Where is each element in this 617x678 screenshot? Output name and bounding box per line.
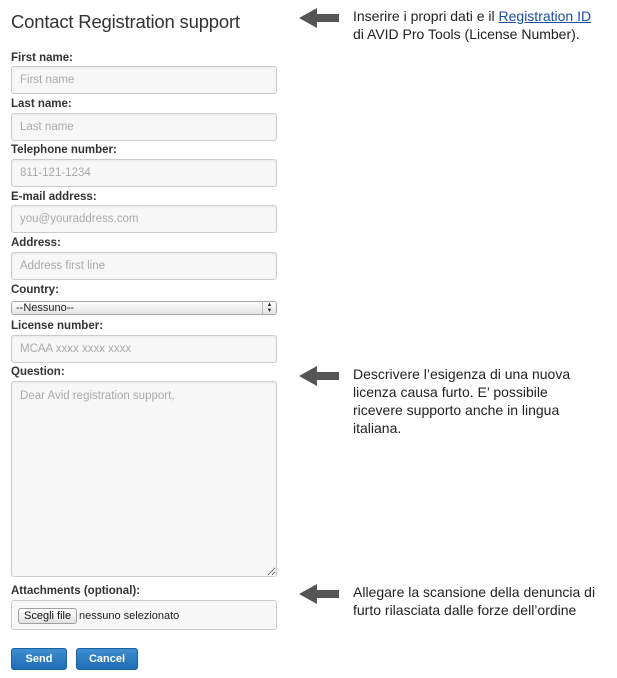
attachments-label: Attachments (optional): (11, 585, 141, 597)
arrow-left-icon (298, 7, 340, 29)
first-name-input[interactable] (11, 66, 277, 94)
country-label: Country: (11, 284, 59, 296)
send-button[interactable]: Send (11, 648, 67, 670)
email-label: E-mail address: (11, 191, 97, 203)
file-status: nessuno selezionato (79, 610, 180, 622)
license-input[interactable] (11, 335, 277, 363)
address-input[interactable] (11, 252, 277, 280)
choose-file-button[interactable]: Scegli file (18, 608, 77, 624)
telephone-input[interactable] (11, 159, 277, 187)
first-name-label: First name: (11, 52, 73, 64)
country-selected-value: --Nessuno-- (16, 302, 75, 314)
arrow-left-icon (298, 365, 340, 387)
address-label: Address: (11, 237, 61, 249)
annotation-note-registration (353, 7, 615, 43)
last-name-input[interactable] (11, 113, 277, 141)
last-name-label: Last name: (11, 98, 72, 110)
question-label: Question: (11, 366, 65, 378)
annotation-note-question: Descrivere l’esigenza di una nuova licenza causa furto. E’ possibile ricevere supporto anche in lingua italiana. (353, 366, 571, 436)
annotation-note-attachment: Allegare la scansione della denuncia di furto rilasciata dalle forze dell’ordine (353, 584, 596, 618)
license-label: License number: (11, 320, 104, 332)
country-select[interactable] (11, 301, 277, 315)
note1-text: Inserire i propri dati e il (353, 8, 499, 24)
telephone-label: Telephone number: (11, 144, 117, 156)
page-title: Contact Registration support (11, 11, 240, 32)
arrow-left-icon (298, 583, 340, 605)
registration-id-link[interactable]: Registration ID (498, 8, 592, 24)
note1-text-after: di AVID Pro Tools (License Number). (353, 26, 580, 42)
cancel-button[interactable]: Cancel (76, 648, 138, 670)
select-arrows-icon: ▲ ▼ (262, 302, 276, 314)
question-textarea[interactable] (11, 381, 277, 577)
email-input[interactable] (11, 205, 277, 233)
file-input[interactable] (11, 600, 277, 630)
